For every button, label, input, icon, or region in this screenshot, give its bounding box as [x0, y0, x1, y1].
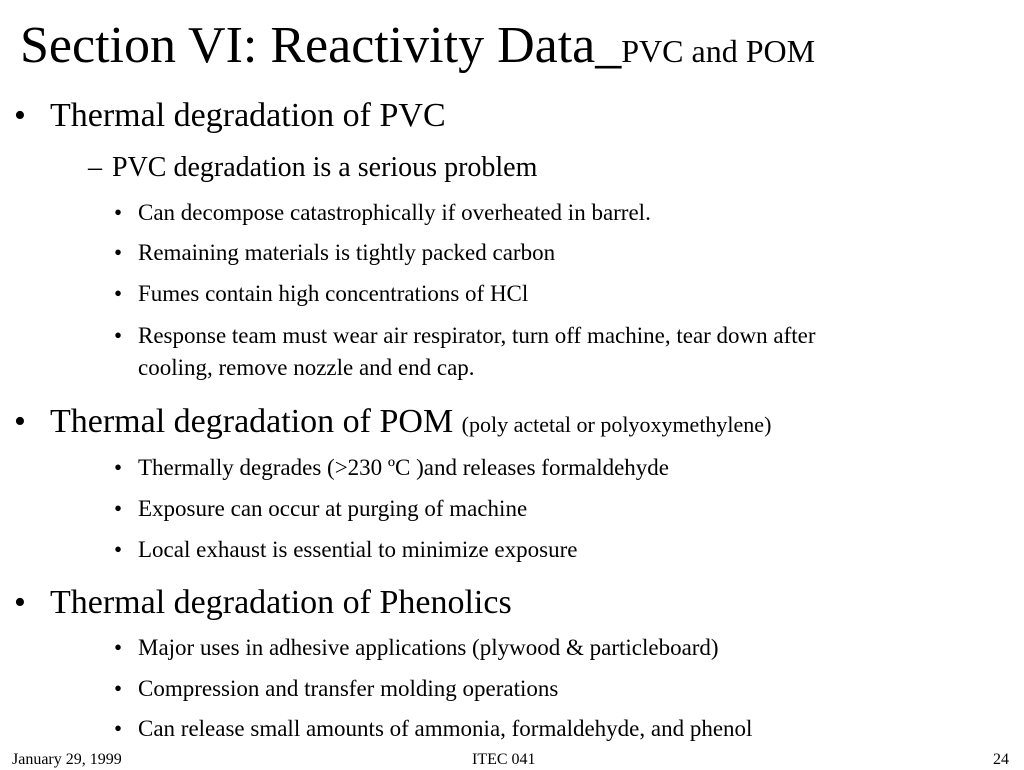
list-item-text: Fumes contain high concentrations of HCl	[138, 281, 529, 306]
list-item-text: Response team must wear air respirator, turn off machine, tear down after	[138, 323, 816, 348]
pvc-subheading: PVC degradation is a serious problem	[112, 152, 538, 183]
bullet-icon: •	[114, 240, 123, 265]
title-main: Section VI: Reactivity Data_	[20, 17, 622, 74]
bullet-icon: •	[14, 97, 26, 134]
bullet-icon: •	[14, 584, 26, 621]
phenolics-heading: Thermal degradation of Phenolics	[50, 584, 512, 621]
title-subtitle: PVC and POM	[621, 33, 816, 69]
bullet-icon: •	[114, 496, 123, 521]
list-item-text: Can decompose catastrophically if overheated in barrel.	[138, 200, 651, 225]
list-item-text: Exposure can occur at purging of machine	[138, 496, 528, 521]
bullet-icon: •	[114, 200, 123, 225]
bullet-icon: •	[114, 323, 123, 348]
footer-course: ITEC 041	[472, 751, 536, 768]
bullet-icon: •	[114, 455, 123, 480]
list-item-text: Thermally degrades (>230 ºC )and releases formaldehyde	[138, 455, 670, 480]
footer-date: January 29, 1999	[12, 751, 122, 768]
list-item-text: Local exhaust is essential to minimize exposure	[138, 537, 578, 562]
list-item-text: Compression and transfer molding operations	[138, 676, 559, 701]
list-item-text: Can release small amounts of ammonia, formaldehyde, and phenol	[138, 716, 753, 741]
bullet-icon: •	[114, 281, 123, 306]
bullet-icon: •	[14, 403, 26, 440]
bullet-icon: •	[114, 676, 123, 701]
pvc-heading: Thermal degradation of PVC	[50, 97, 446, 134]
bullet-icon: •	[114, 635, 123, 660]
list-item-text: Remaining materials is tightly packed carbon	[138, 240, 556, 265]
dash-icon: –	[88, 152, 102, 183]
list-item-text: Major uses in adhesive applications (plywood & particleboard)	[138, 635, 719, 660]
pom-heading-line	[50, 402, 771, 445]
bullet-icon: •	[114, 537, 123, 562]
bullet-icon: •	[114, 716, 123, 741]
pom-heading-note: (poly actetal or polyoxymethylene)	[461, 412, 772, 437]
pom-heading: Thermal degradation of POM	[50, 403, 454, 440]
footer-page-number: 24	[993, 751, 1009, 768]
list-item-text-continued: cooling, remove nozzle and end cap.	[138, 355, 475, 380]
slide-title	[20, 17, 816, 74]
